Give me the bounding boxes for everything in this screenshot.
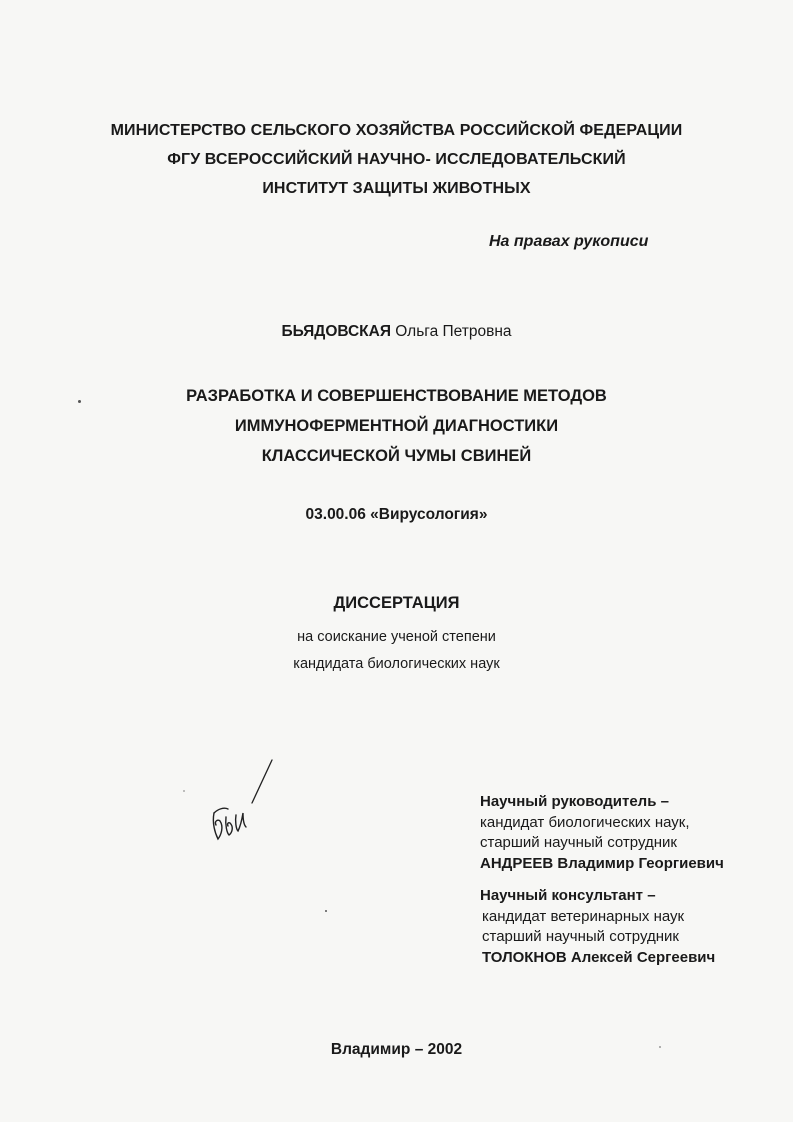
manuscript-note: На правах рукописи xyxy=(489,233,649,250)
ministry-header xyxy=(0,116,793,203)
supervisor-degree: кандидат биологических наук, xyxy=(480,813,690,831)
supervisor-position: старший научный сотрудник xyxy=(480,834,677,851)
supervisor-name: АНДРЕЕВ Владимир Георгиевич xyxy=(480,854,724,872)
ministry-line: МИНИСТЕРСТВО СЕЛЬСКОГО ХОЗЯЙСТВА РОССИЙСКОЙ ФЕДЕРАЦИИ xyxy=(110,122,683,139)
institute-line-2: ИНСТИТУТ ЗАЩИТЫ ЖИВОТНЫХ xyxy=(262,180,531,197)
handwritten-signature xyxy=(200,755,290,850)
supervisor-block xyxy=(480,792,724,874)
title-line-1: РАЗРАБОТКА И СОВЕРШЕНСТВОВАНИЕ МЕТОДОВ xyxy=(186,387,607,405)
title-line-3: КЛАССИЧЕСКОЙ ЧУМЫ СВИНЕЙ xyxy=(261,447,532,465)
institute-line-1: ФГУ ВСЕРОССИЙСКИЙ НАУЧНО- ИССЛЕДОВАТЕЛЬСКИЙ xyxy=(167,151,626,168)
author-name xyxy=(0,323,793,341)
degree-line-2: кандидата биологических наук xyxy=(293,656,500,672)
city-year: Владимир – 2002 xyxy=(330,1041,463,1058)
consultant-degree: кандидат ветеринарных наук xyxy=(482,907,685,925)
supervisor-role: Научный руководитель – xyxy=(480,793,669,810)
dissertation-label: ДИССЕРТАЦИЯ xyxy=(333,594,460,612)
thesis-title xyxy=(0,381,793,471)
author-surname: БЬЯДОВСКАЯ xyxy=(281,323,391,340)
specialty-code: 03.00.06 «Вирусология» xyxy=(305,506,488,523)
scan-speck xyxy=(183,790,185,792)
consultant-name: ТОЛОКНОВ Алексей Сергеевич xyxy=(482,948,716,966)
degree-line-1: на соискание ученой степени xyxy=(297,629,496,645)
degree-statement xyxy=(0,624,793,678)
supervisors-section xyxy=(480,792,724,974)
consultant-position: старший научный сотрудник xyxy=(482,928,679,945)
title-line-2: ИММУНОФЕРМЕНТНОЙ ДИАГНОСТИКИ xyxy=(234,417,559,435)
scan-speck xyxy=(659,1046,661,1048)
scan-speck xyxy=(78,400,81,403)
consultant-role: Научный консультант – xyxy=(480,887,656,904)
author-given-names: Ольга Петровна xyxy=(395,323,512,340)
consultant-block xyxy=(480,886,724,968)
scan-speck xyxy=(325,910,327,912)
